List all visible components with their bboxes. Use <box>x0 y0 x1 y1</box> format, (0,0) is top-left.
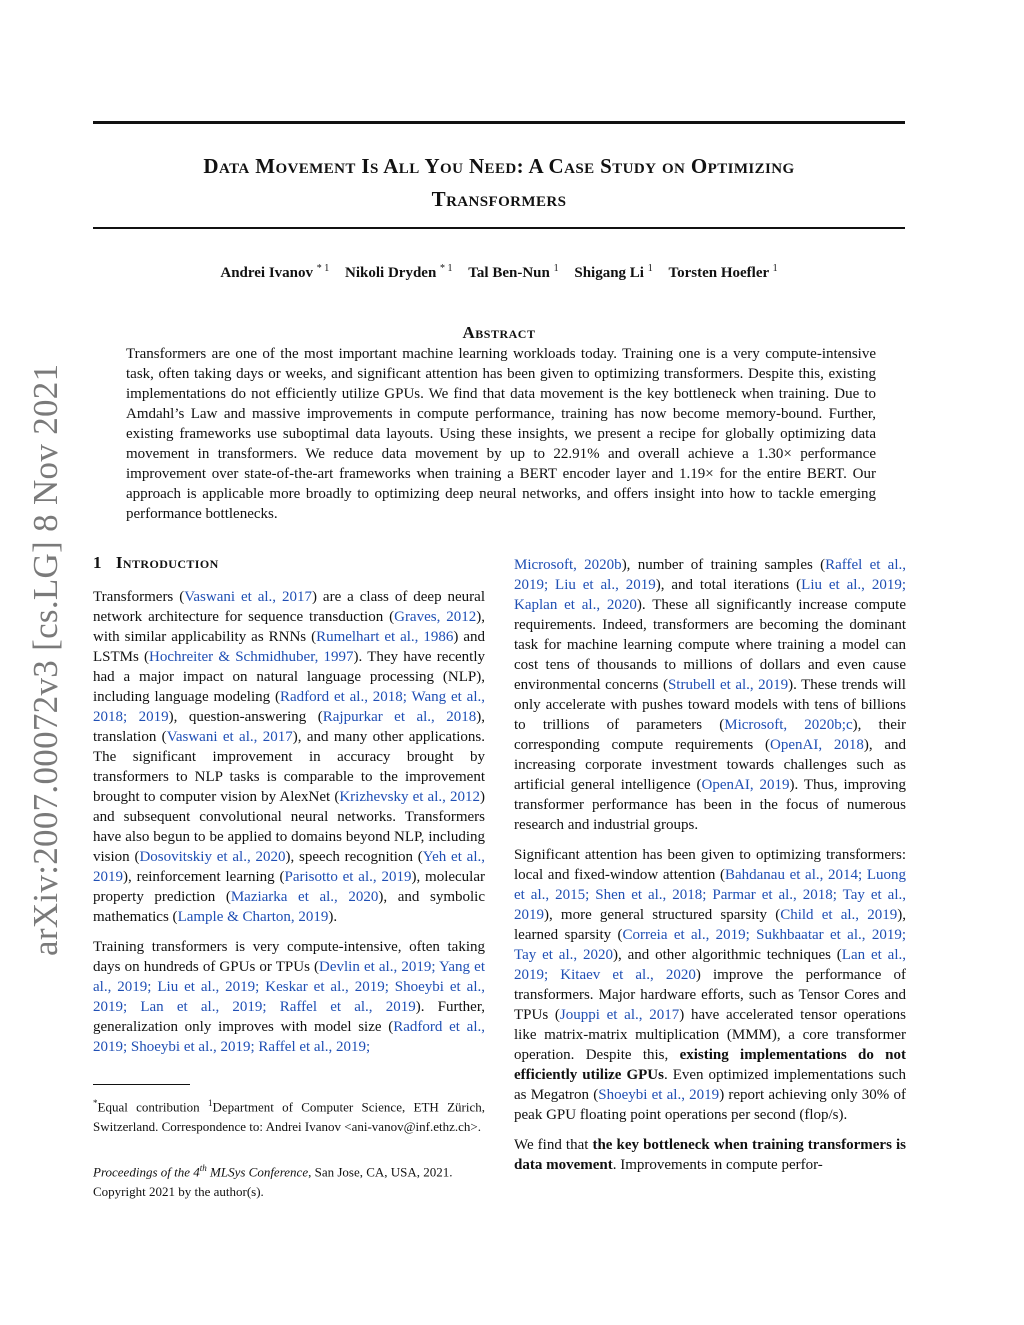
citation-link[interactable]: Parisotto et al., 2019 <box>284 869 412 885</box>
section-title: Introduction <box>115 553 219 572</box>
author-name: Nikoli Dryden $^{* 1}$ <box>345 263 453 281</box>
abstract-text: Transformers are one of the most important machine learning workloads today. Training one is a very compute-intensive task, often taking days or weeks, and significant attention has been given to optimizing transformers. Despite this, existing implementations do not efficiently utilize GPUs. We find that data movement is the key bottleneck when training. Due to Amdahl’s Law and massive improvements in compute performance, training has now become memory-bound. Further, existing frameworks use suboptimal data layouts. Using these insights, we present a recipe for globally optimizing data movement in transformers. We reduce data movement by up to 22.91% and overall achieve a 1.30× performance improvement over state-of-the-art frameworks when training a BERT encoder layer and 1.19× for the entire BERT. Our approach is applicable more broadly to optimizing deep neural networks, and offers insight into how to tackle emerging performance bottlenecks. <box>126 346 876 522</box>
body-text: ). They have recently had a major impact on natural language processing (NLP), including language modeling ( <box>93 649 486 705</box>
body-text: . Improvements in compute perfor- <box>612 1157 823 1173</box>
body-text: ), speech recognition ( <box>285 849 423 865</box>
right-column <box>514 555 906 1175</box>
body-text: ) improve the performance of transformers. Major hardware efforts, such as Tensor Cores and TPUs ( <box>514 967 906 1023</box>
body-text: ). These all significantly increase compute requirements. Indeed, transformers are becoming the dominant task for machine learning compute where training a model can cost tens of thousands to millions of dollars and even cause environmental concerns ( <box>514 597 906 693</box>
body-text: ) and LSTMs ( <box>93 629 485 665</box>
body-text: ), and many other applications. The significant improvement in accuracy brought by transformers to NLP tasks is comparable to the improvement brought to computer vision by AlexNet ( <box>93 729 485 805</box>
body-text: ) are a class of deep neural network architecture for sequence transduction ( <box>93 589 485 625</box>
intro-paragraph-3 <box>514 845 906 1125</box>
citation-link[interactable]: Lample & Charton, 2019 <box>177 909 329 925</box>
body-text: . Even optimized implementations such as Megatron ( <box>514 1067 906 1103</box>
author-name: Torsten Hoefler $^1$ <box>668 263 778 281</box>
citation-link[interactable]: Strubell et al., 2019 <box>667 677 789 693</box>
citation-link[interactable]: Vaswani et al., 2017 <box>184 589 312 605</box>
footnote-rule <box>93 1084 190 1085</box>
body-text: Significant attention has been given to optimizing transformers: local and fixed-window attention ( <box>514 847 906 883</box>
paragraph-gap <box>514 1125 906 1135</box>
citation-link[interactable]: Child et al., 2019 <box>780 907 898 923</box>
body-text: ), number of training samples ( <box>621 557 826 573</box>
top-rule <box>93 121 905 124</box>
author-list <box>93 263 905 282</box>
intro-paragraph-2 <box>93 937 485 1057</box>
arxiv-stamp: arXiv:2007.00072v3 [cs.LG] 8 Nov 2021 <box>26 363 65 956</box>
body-text: ), and other algorithmic techniques ( <box>613 947 842 963</box>
section-heading-introduction <box>93 553 485 573</box>
title-line-1: Data Movement Is All You Need: A Case Study on Optimizing <box>203 154 795 178</box>
citation-link[interactable]: Krizhevsky et al., 2012 <box>339 789 480 805</box>
abstract-heading: Abstract <box>462 323 536 342</box>
title-bottom-rule <box>93 227 905 229</box>
left-column <box>93 553 485 1057</box>
affiliation-mark: 1 <box>207 1098 213 1108</box>
author-affiliation-mark: * 1 <box>316 263 330 274</box>
intro-paragraph-2-continued <box>514 555 906 835</box>
body-text: ), their corresponding compute requirements ( <box>514 717 907 753</box>
citation-link[interactable]: Vaswani et al., 2017 <box>166 729 293 745</box>
citation-link[interactable]: Shoeybi et al., 2019 <box>598 1087 720 1103</box>
citation-link[interactable]: Bahdanau et al., 2014; Luong et al., 2015; Shen et al., 2018; Parmar et al., 2018; Tay et al., 2019 <box>514 867 906 923</box>
body-text: ), molecular property prediction ( <box>93 869 485 905</box>
author-name: Tal Ben-Nun $^1$ <box>468 263 559 281</box>
citation-link[interactable]: Graves, 2012 <box>394 609 477 625</box>
author-affiliation-mark: * 1 <box>440 263 453 274</box>
bold-text: existing implementations do not efficiently utilize GPUs <box>514 1047 906 1083</box>
citation-link[interactable]: Yeh et al., 2019 <box>93 849 485 885</box>
citation-link[interactable]: Dosovitskiy et al., 2020 <box>139 849 286 865</box>
citation-link[interactable]: Rumelhart et al., 1986 <box>316 629 454 645</box>
citation-link[interactable]: Hochreiter & Schmidhuber, 1997 <box>149 649 354 665</box>
section-number: 1 <box>93 553 102 572</box>
body-text: ), with similar applicability as RNNs ( <box>93 609 486 645</box>
citation-link[interactable]: Microsoft, 2020b <box>514 557 622 573</box>
citation-link[interactable]: Rajpurkar et al., 2018 <box>322 709 477 725</box>
body-text: ). These trends will only accelerate with pushes toward models with tens of billions to trillions of parameters ( <box>514 677 906 733</box>
citation-link[interactable]: Correia et al., 2019; Sukhbaatar et al., 2019; Tay et al., 2020 <box>514 927 907 963</box>
footnote-mark: * <box>93 1098 98 1108</box>
body-text: Transformers ( <box>93 589 185 605</box>
citation-link[interactable]: OpenAI, 2018 <box>770 737 864 753</box>
paper-title <box>93 150 905 216</box>
citation-link[interactable]: Liu et al., 2019; Kaplan et al., 2020 <box>514 577 906 613</box>
citation-link[interactable]: Radford et al., 2019; Shoeybi et al., 2019; Raffel et al., 2019; <box>93 1019 485 1055</box>
body-text: ), learned sparsity ( <box>514 907 906 943</box>
proceedings-note: Proceedings of the 4th MLSys Conference, San Jose, CA, USA, 2021. Copyright 2021 by the author(s). <box>93 1163 453 1200</box>
title-line-2: Transformers <box>431 187 567 211</box>
citation-link[interactable]: Maziarka et al., 2020 <box>230 889 379 905</box>
citation-link[interactable]: Raffel et al., 2019; Liu et al., 2019 <box>514 557 906 593</box>
body-text: ), and symbolic mathematics ( <box>93 889 486 925</box>
body-text: ), reinforcement learning ( <box>123 869 285 885</box>
paragraph-gap <box>93 927 485 937</box>
body-text: ) report achieving only 30% of peak GPU floating point operations per second (flop/s). <box>514 1087 907 1123</box>
affiliation-text: Department of Computer Science, ETH Zürich, Switzerland. Correspondence to: Andrei Ivanov <ani-vanov@inf.ethz.ch>. <box>93 1099 485 1135</box>
citation-link[interactable]: Lan et al., 2019; Kitaev et al., 2020 <box>514 947 906 983</box>
intro-paragraph-4 <box>514 1135 906 1175</box>
body-text: ). <box>328 909 338 925</box>
body-text: Training transformers is very compute-intensive, often taking days on hundreds of GPUs or TPUs ( <box>93 939 485 975</box>
footnote: *Equal contribution $^1$Department of Computer Science, ETH Zürich, Switzerland. Correspondence to: Andrei Ivanov <ani-vanov@inf.ethz.ch>. <box>93 1098 485 1135</box>
body-text: ), and total iterations ( <box>655 577 802 593</box>
body-text: ), and increasing corporate investment towards challenges such as artificial general intelligence ( <box>514 737 906 793</box>
author-name: Andrei Ivanov $^{* 1}$ <box>220 263 330 281</box>
author-affiliation-mark: 1 <box>772 263 778 274</box>
body-text: ), more general structured sparsity ( <box>544 907 781 923</box>
intro-paragraph-1 <box>93 587 485 927</box>
paragraph-gap <box>514 835 906 845</box>
citation-link[interactable]: OpenAI, 2019 <box>701 777 790 793</box>
author-affiliation-mark: 1 <box>553 263 559 274</box>
author-affiliation-mark: 1 <box>647 263 653 274</box>
body-text: ) have accelerated tensor operations like matrix-matrix multiplication (MMM), a core transformer operation. Despite this, <box>514 1007 907 1063</box>
body-text: ) and subsequent convolutional neural networks. Transformers have also begun to be applied to domains beyond NLP, including vision ( <box>93 789 485 865</box>
bold-text: the key bottleneck when training transformers is data movement <box>514 1137 906 1173</box>
body-text: ), question-answering ( <box>168 709 323 725</box>
author-name: Shigang Li $^1$ <box>574 263 653 281</box>
body-text: We find that <box>514 1137 593 1153</box>
citation-link[interactable]: Radford et al., 2018; Wang et al., 2018; 2019 <box>93 689 485 725</box>
body-text: ). Thus, improving transformer performance has been in the focus of numerous research and industrial groups. <box>514 777 906 833</box>
citation-link[interactable]: Jouppi et al., 2017 <box>559 1007 680 1023</box>
citation-link[interactable]: Microsoft, 2020b;c <box>724 717 853 733</box>
body-text: ), translation ( <box>93 709 485 745</box>
body-text: ). Further, generalization only improves with model size ( <box>93 999 485 1035</box>
citation-link[interactable]: Devlin et al., 2019; Yang et al., 2019; Liu et al., 2019; Keskar et al., 2019; Shoeybi et al., 2019; Lan et al., 2019; Raffel et al., 2019 <box>93 959 485 1015</box>
